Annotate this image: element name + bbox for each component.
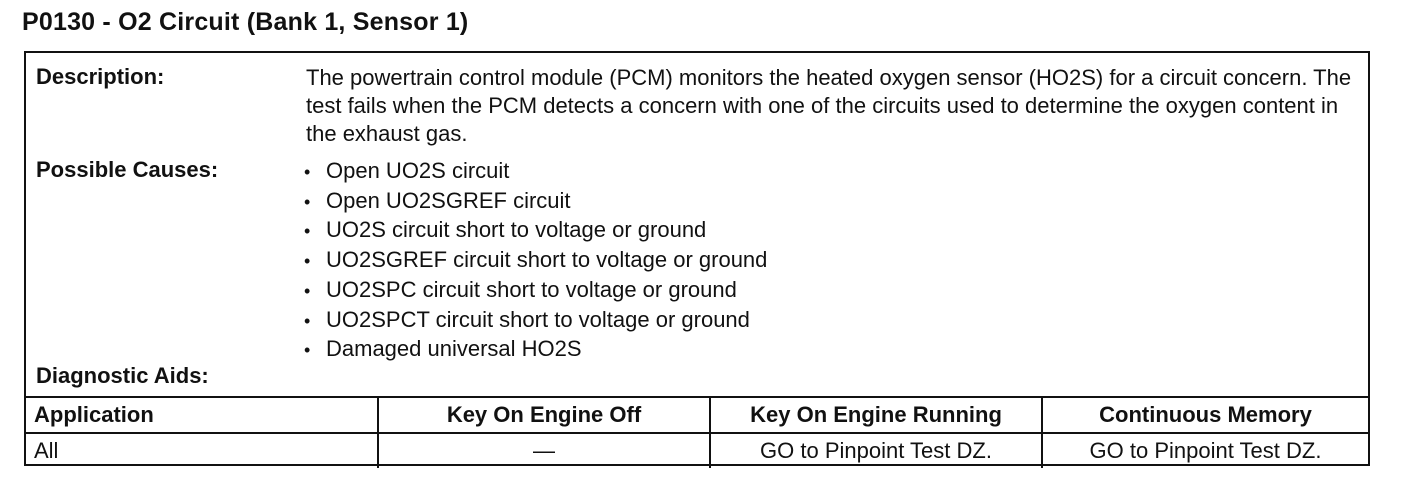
cause-text: Damaged universal HO2S — [326, 336, 582, 362]
cause-text: Open UO2S circuit — [326, 158, 510, 183]
bullet-icon: • — [304, 221, 311, 242]
bullet-icon: • — [304, 280, 311, 301]
table-cell-koeo: — — [378, 433, 710, 468]
possible-causes-label: Possible Causes: — [36, 157, 219, 182]
description-label: Description: — [36, 64, 165, 89]
page-title: P0130 - O2 Circuit (Bank 1, Sensor 1) — [22, 8, 469, 36]
cause-text: UO2S circuit short to voltage or ground — [326, 217, 707, 243]
cause-text: UO2SPC circuit short to voltage or ground — [326, 276, 737, 302]
list-item — [304, 187, 767, 217]
diagnostic-aids-table — [26, 396, 1368, 468]
cause-text: UO2SPCT circuit short to voltage or ground — [326, 306, 750, 332]
dtc-info-box — [24, 51, 1370, 466]
bullet-icon: • — [304, 251, 311, 272]
column-header-application: Application — [26, 397, 378, 433]
column-header-koeo: Key On Engine Off — [378, 397, 710, 433]
diagnostic-aids-label: Diagnostic Aids: — [36, 363, 209, 388]
list-item — [304, 276, 767, 306]
possible-causes-list — [304, 157, 767, 365]
table-header-row — [26, 397, 1368, 433]
list-item — [304, 246, 767, 276]
bullet-icon: • — [304, 162, 311, 182]
table-cell-continuous-memory: GO to Pinpoint Test DZ. — [1042, 433, 1368, 468]
bullet-icon: • — [304, 191, 311, 212]
description-text: The powertrain control module (PCM) monitors the heated oxygen sensor (HO2S) for a circuit concern. The test fails when the PCM detects a concern with one of the circuits used to determine the oxygen content in the exhaust gas. — [306, 65, 1352, 146]
bullet-icon: • — [304, 340, 311, 361]
cause-text: UO2SGREF circuit short to voltage or ground — [326, 247, 768, 273]
list-item — [304, 157, 767, 187]
column-header-koer: Key On Engine Running — [710, 397, 1042, 433]
list-item — [304, 306, 767, 336]
cause-text: Open UO2SGREF circuit — [326, 187, 571, 213]
column-header-continuous-memory: Continuous Memory — [1042, 397, 1368, 433]
bullet-icon: • — [304, 310, 311, 331]
table-row — [26, 433, 1368, 468]
table-cell-koer: GO to Pinpoint Test DZ. — [710, 433, 1042, 468]
list-item — [304, 335, 767, 365]
list-item — [304, 216, 767, 246]
table-cell-application: All — [26, 433, 378, 468]
